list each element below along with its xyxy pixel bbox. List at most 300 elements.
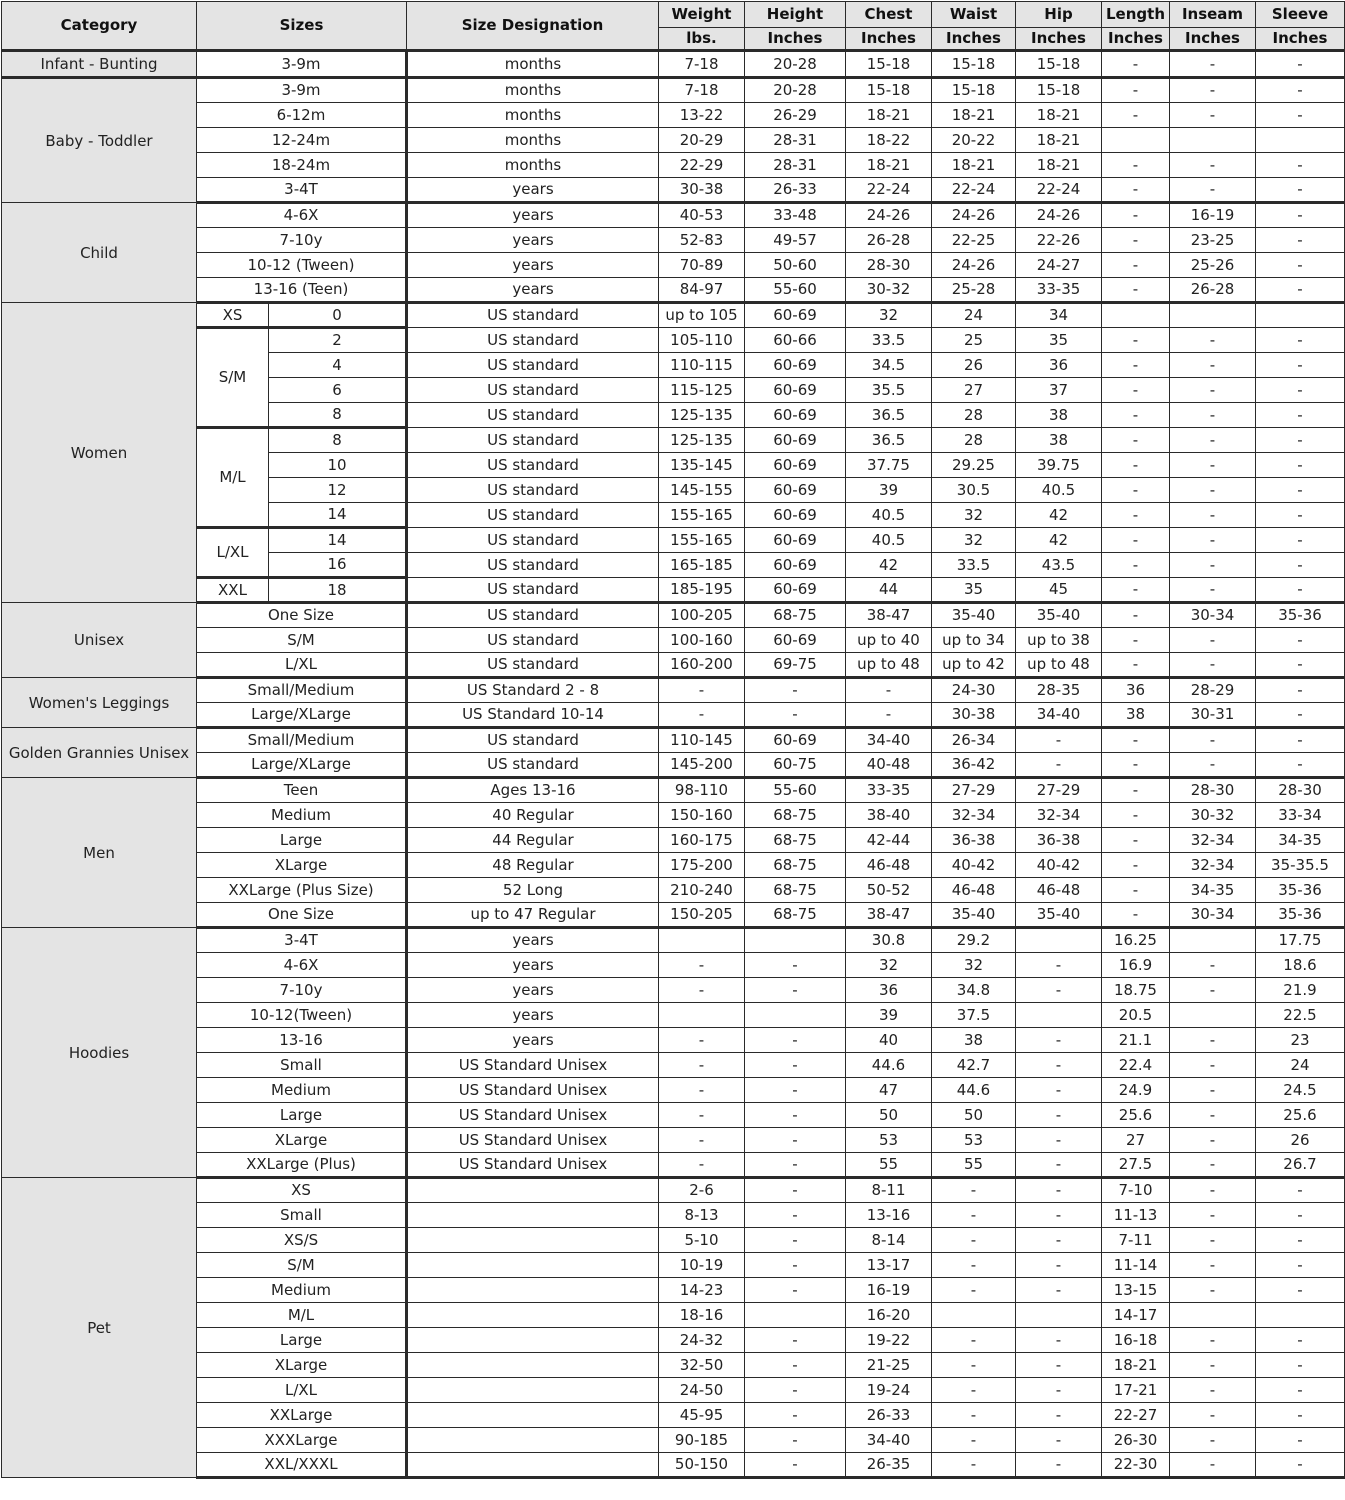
inseam-cell: - [1170,628,1256,653]
height-cell: - [745,678,846,703]
table-header [2,2,1345,51]
size-designation-cell: years [407,203,659,228]
sleeve-cell: - [1256,403,1345,428]
waist-cell: 29.2 [932,928,1016,953]
size-cell: XS/S [197,1228,407,1253]
sleeve-cell: 21.9 [1256,978,1345,1003]
sleeve-cell: - [1256,1228,1345,1253]
size-designation-cell: US standard [407,453,659,478]
table-row [2,153,1345,178]
size-designation-cell: US standard [407,578,659,603]
size-cell: Large/XLarge [197,703,407,728]
chest-cell: 50-52 [846,878,932,903]
inseam-cell: - [1170,1203,1256,1228]
chest-cell: 38-47 [846,603,932,628]
inseam-cell: - [1170,453,1256,478]
weight-cell: 40-53 [659,203,745,228]
length-cell: 16.9 [1102,953,1170,978]
size-cell: 3-4T [197,178,407,203]
hip-cell: 37 [1016,378,1102,403]
chest-cell: 32 [846,953,932,978]
hip-cell: 34 [1016,303,1102,328]
inseam-cell: - [1170,378,1256,403]
chest-header: Chest [846,2,932,28]
length-cell: - [1102,328,1170,353]
hip-cell: up to 48 [1016,653,1102,678]
size-designation-cell: US standard [407,328,659,353]
chest-cell: 55 [846,1153,932,1178]
sleeve-cell: 35-36 [1256,603,1345,628]
size-designation-cell [407,1353,659,1378]
table-row [2,1303,1345,1328]
size-designation-cell: up to 47 Regular [407,903,659,928]
inseam-header: Inseam [1170,2,1256,28]
hip-cell: 39.75 [1016,453,1102,478]
inseam-cell: 25-26 [1170,253,1256,278]
weight-cell: 10-19 [659,1253,745,1278]
waist-cell: - [932,1228,1016,1253]
length-cell: 22-27 [1102,1403,1170,1428]
waist-cell [932,1303,1016,1328]
waist-cell: up to 34 [932,628,1016,653]
chest-cell: 30-32 [846,278,932,303]
sleeve-cell: - [1256,703,1345,728]
inseam-cell: - [1170,353,1256,378]
inseam-cell: - [1170,1153,1256,1178]
chest-cell: 44.6 [846,1053,932,1078]
weight-cell: 210-240 [659,878,745,903]
table-row [2,1403,1345,1428]
chest-cell: 19-22 [846,1328,932,1353]
waist-cell: 18-21 [932,153,1016,178]
inseam-cell: - [1170,1128,1256,1153]
inseam-cell: 34-35 [1170,878,1256,903]
size-cell: One Size [197,603,407,628]
size-designation-header: Size Designation [407,2,659,51]
waist-cell: 46-48 [932,878,1016,903]
hip-cell [1016,1303,1102,1328]
sleeve-cell: - [1256,453,1345,478]
height-cell: - [745,1403,846,1428]
waist-cell: 37.5 [932,1003,1016,1028]
sleeve-cell: - [1256,203,1345,228]
waist-cell: 32-34 [932,803,1016,828]
table-body [2,51,1345,1478]
waist-cell: 40-42 [932,853,1016,878]
size-designation-cell [407,1378,659,1403]
sleeve-cell: - [1256,103,1345,128]
sleeve-cell: - [1256,153,1345,178]
sleeve-cell: - [1256,1378,1345,1403]
size-cell: Teen [197,778,407,803]
size-cell: 13-16 (Teen) [197,278,407,303]
height-cell: 68-75 [745,853,846,878]
size-designation-cell: US standard [407,728,659,753]
women-size-group: S/M [197,328,269,428]
waist-cell: - [932,1353,1016,1378]
height-cell: 20-28 [745,51,846,78]
height-cell: 55-60 [745,278,846,303]
waist-cell: 35 [932,578,1016,603]
table-row [2,653,1345,678]
hip-cell: 15-18 [1016,51,1102,78]
weight-cell: 14-23 [659,1278,745,1303]
size-designation-cell: US Standard 10-14 [407,703,659,728]
size-cell: Medium [197,1278,407,1303]
size-cell: XLarge [197,1128,407,1153]
size-cell: 16 [269,553,407,578]
sleeve-cell: 25.6 [1256,1103,1345,1128]
size-designation-cell: US standard [407,303,659,328]
waist-cell: 27-29 [932,778,1016,803]
chest-cell: 34-40 [846,728,932,753]
sleeve-cell: - [1256,378,1345,403]
size-cell: Large [197,1328,407,1353]
inseam-cell: - [1170,1403,1256,1428]
length-cell [1102,128,1170,153]
table-row [2,578,1345,603]
length-cell: - [1102,103,1170,128]
height-cell: - [745,1078,846,1103]
weight-cell: 24-50 [659,1378,745,1403]
size-cell: 8 [269,428,407,453]
table-row [2,1078,1345,1103]
size-cell: 10-12(Tween) [197,1003,407,1028]
height-cell: 60-69 [745,578,846,603]
height-cell: 20-28 [745,78,846,103]
size-designation-cell [407,1453,659,1478]
category-men: Men [2,778,197,928]
length-cell: - [1102,253,1170,278]
weight-cell: 160-200 [659,653,745,678]
size-designation-cell [407,1428,659,1453]
size-cell: Medium [197,1078,407,1103]
sleeve-cell: - [1256,1328,1345,1353]
hip-cell: 24-26 [1016,203,1102,228]
table-row [2,78,1345,103]
size-cell: 7-10y [197,978,407,1003]
length-cell: 22.4 [1102,1053,1170,1078]
category-golden-grannies-unisex: Golden Grannies Unisex [2,728,197,778]
waist-cell: 24 [932,303,1016,328]
table-row [2,1178,1345,1203]
hip-cell: - [1016,1378,1102,1403]
sleeve-cell: 23 [1256,1028,1345,1053]
table-row [2,678,1345,703]
size-designation-cell: years [407,1003,659,1028]
chest-cell: 42-44 [846,828,932,853]
sleeve-cell: - [1256,1278,1345,1303]
height-cell: 60-69 [745,553,846,578]
size-cell: 6-12m [197,103,407,128]
chest-cell: up to 40 [846,628,932,653]
table-row [2,853,1345,878]
chest-cell: 42 [846,553,932,578]
height-cell: - [745,1378,846,1403]
waist-cell: 55 [932,1153,1016,1178]
height-cell: 69-75 [745,653,846,678]
length-cell: 27 [1102,1128,1170,1153]
size-designation-cell [407,1328,659,1353]
size-cell: Medium [197,803,407,828]
hip-cell: - [1016,1103,1102,1128]
hip-cell: - [1016,1153,1102,1178]
weight-cell: 105-110 [659,328,745,353]
weight-cell: 185-195 [659,578,745,603]
chest-cell: 40-48 [846,753,932,778]
chest-cell: 36 [846,978,932,1003]
table-row [2,1128,1345,1153]
weight-cell: - [659,953,745,978]
size-cell: XXXLarge [197,1428,407,1453]
length-cell: - [1102,503,1170,528]
height-cell: 28-31 [745,153,846,178]
height-cell: 68-75 [745,803,846,828]
waist-cell: 28 [932,428,1016,453]
weight-cell: 13-22 [659,103,745,128]
size-cell: 14 [269,528,407,553]
height-cell [745,1003,846,1028]
length-cell: - [1102,578,1170,603]
sleeve-cell: - [1256,528,1345,553]
length-cell: - [1102,528,1170,553]
table-row [2,903,1345,928]
hip-cell: 32-34 [1016,803,1102,828]
inseam-cell: - [1170,178,1256,203]
size-designation-cell: months [407,78,659,103]
table-row [2,1328,1345,1353]
table-row [2,603,1345,628]
waist-cell: 30-38 [932,703,1016,728]
length-cell: 16-18 [1102,1328,1170,1353]
hip-cell: 35-40 [1016,903,1102,928]
chest-cell: 39 [846,478,932,503]
table-row [2,128,1345,153]
inseam-cell: - [1170,328,1256,353]
waist-cell: 32 [932,503,1016,528]
waist-cell: 24-26 [932,253,1016,278]
height-cell: - [745,1178,846,1203]
height-cell: 49-57 [745,228,846,253]
size-designation-cell: US standard [407,503,659,528]
table-row [2,253,1345,278]
table-row [2,1053,1345,1078]
chest-cell: 33-35 [846,778,932,803]
chest-cell: 26-28 [846,228,932,253]
inseam-cell [1170,928,1256,953]
inseam-cell: 32-34 [1170,853,1256,878]
size-cell: 10-12 (Tween) [197,253,407,278]
hip-cell: - [1016,728,1102,753]
inseam-cell: 30-34 [1170,903,1256,928]
hip-cell: 40-42 [1016,853,1102,878]
table-row [2,178,1345,203]
sleeve-cell: - [1256,328,1345,353]
weight-cell: 45-95 [659,1403,745,1428]
size-chart-table [1,1,1345,1479]
sleeve-cell: 35-36 [1256,903,1345,928]
sleeve-cell: - [1256,78,1345,103]
height-cell: - [745,1128,846,1153]
inseam-cell [1170,128,1256,153]
size-designation-cell: US standard [407,478,659,503]
length-cell: - [1102,228,1170,253]
table-row [2,828,1345,853]
inseam-cell: - [1170,1103,1256,1128]
size-cell: Small [197,1053,407,1078]
waist-cell: 44.6 [932,1078,1016,1103]
size-cell: XS [197,1178,407,1203]
height-cell: 33-48 [745,203,846,228]
waist-cell: 35-40 [932,903,1016,928]
table-row [2,978,1345,1003]
weight-cell [659,1003,745,1028]
chest-cell: 19-24 [846,1378,932,1403]
size-designation-cell: US standard [407,353,659,378]
sleeve-cell: - [1256,428,1345,453]
inseam-cell: 28-29 [1170,678,1256,703]
size-designation-cell: US Standard Unisex [407,1078,659,1103]
size-cell: XLarge [197,1353,407,1378]
sleeve-cell [1256,1303,1345,1328]
table-row [2,628,1345,653]
size-designation-cell: US standard [407,603,659,628]
table-row [2,878,1345,903]
waist-cell: 22-25 [932,228,1016,253]
hip-cell: - [1016,1228,1102,1253]
size-designation-cell [407,1278,659,1303]
length-cell: - [1102,153,1170,178]
sleeve-cell: 18.6 [1256,953,1345,978]
length-cell: - [1102,878,1170,903]
height-header: Height [745,2,846,28]
sleeve-cell: - [1256,678,1345,703]
height-cell: 60-69 [745,428,846,453]
inseam-cell [1170,303,1256,328]
weight-cell: 145-200 [659,753,745,778]
size-cell: Small/Medium [197,728,407,753]
waist-cell: - [932,1453,1016,1478]
waist-cell: 29.25 [932,453,1016,478]
chest-cell: 21-25 [846,1353,932,1378]
chest-cell: 53 [846,1128,932,1153]
chest-cell: 15-18 [846,51,932,78]
length-cell: - [1102,278,1170,303]
weight-cell: - [659,1078,745,1103]
hip-cell: 22-24 [1016,178,1102,203]
size-cell: S/M [197,628,407,653]
weight-cell: 115-125 [659,378,745,403]
weight-cell: - [659,1103,745,1128]
sleeve-cell: - [1256,1428,1345,1453]
chest-cell: 18-22 [846,128,932,153]
inseam-cell: - [1170,103,1256,128]
hip-cell: 34-40 [1016,703,1102,728]
table-row [2,203,1345,228]
waist-cell: 35-40 [932,603,1016,628]
weight-cell: 70-89 [659,253,745,278]
sleeve-header: Sleeve [1256,2,1345,28]
chest-cell: 47 [846,1078,932,1103]
height-cell: 68-75 [745,903,846,928]
inseam-cell: - [1170,1328,1256,1353]
waist-cell: 34.8 [932,978,1016,1003]
inseam-cell: - [1170,1428,1256,1453]
hip-cell: 35 [1016,328,1102,353]
chest-cell: 13-16 [846,1203,932,1228]
hip-cell: - [1016,1128,1102,1153]
size-designation-cell: US standard [407,528,659,553]
waist-cell: 32 [932,953,1016,978]
size-designation-cell: months [407,128,659,153]
inseam-cell: - [1170,403,1256,428]
size-designation-cell: 52 Long [407,878,659,903]
weight-cell: 150-205 [659,903,745,928]
women-size-group: L/XL [197,528,269,578]
height-cell: 60-69 [745,503,846,528]
table-row [2,1003,1345,1028]
size-cell: 12-24m [197,128,407,153]
hip-cell: - [1016,1428,1102,1453]
chest-cell: 22-24 [846,178,932,203]
size-designation-cell: US standard [407,378,659,403]
sleeve-cell: 24.5 [1256,1078,1345,1103]
size-cell: Large [197,1103,407,1128]
sleeve-cell: - [1256,1253,1345,1278]
length-cell: 18.75 [1102,978,1170,1003]
hip-cell: - [1016,1403,1102,1428]
size-designation-cell [407,1253,659,1278]
weight-header: Weight [659,2,745,28]
weight-cell: 2-6 [659,1178,745,1203]
hip-cell: - [1016,978,1102,1003]
hip-cell: 18-21 [1016,103,1102,128]
waist-cell: 26 [932,353,1016,378]
chest-cell: 26-35 [846,1453,932,1478]
hip-header: Hip [1016,2,1102,28]
weight-cell: 160-175 [659,828,745,853]
sleeve-cell: - [1256,253,1345,278]
length-cell: 11-13 [1102,1203,1170,1228]
chest-cell: 34.5 [846,353,932,378]
weight-cell: 22-29 [659,153,745,178]
size-designation-cell: US Standard Unisex [407,1103,659,1128]
weight-cell: - [659,703,745,728]
height-cell: 26-29 [745,103,846,128]
size-cell: XXLarge (Plus Size) [197,878,407,903]
length-cell: - [1102,453,1170,478]
height-cell: 55-60 [745,778,846,803]
hip-cell: - [1016,1028,1102,1053]
sleeve-cell: 33-34 [1256,803,1345,828]
chest-cell: 33.5 [846,328,932,353]
length-cell: 13-15 [1102,1278,1170,1303]
table-row [2,703,1345,728]
waist-cell: - [932,1378,1016,1403]
waist-cell: up to 42 [932,653,1016,678]
sleeve-cell: - [1256,1453,1345,1478]
chest-cell: 44 [846,578,932,603]
length-unit: Inches [1102,28,1170,51]
inseam-cell: - [1170,1378,1256,1403]
size-designation-cell: US standard [407,428,659,453]
sleeve-cell: - [1256,178,1345,203]
size-designation-cell: US standard [407,628,659,653]
women-size-group: XXL [197,578,269,603]
length-cell: 14-17 [1102,1303,1170,1328]
chest-cell: 36.5 [846,428,932,453]
category-hoodies: Hoodies [2,928,197,1178]
